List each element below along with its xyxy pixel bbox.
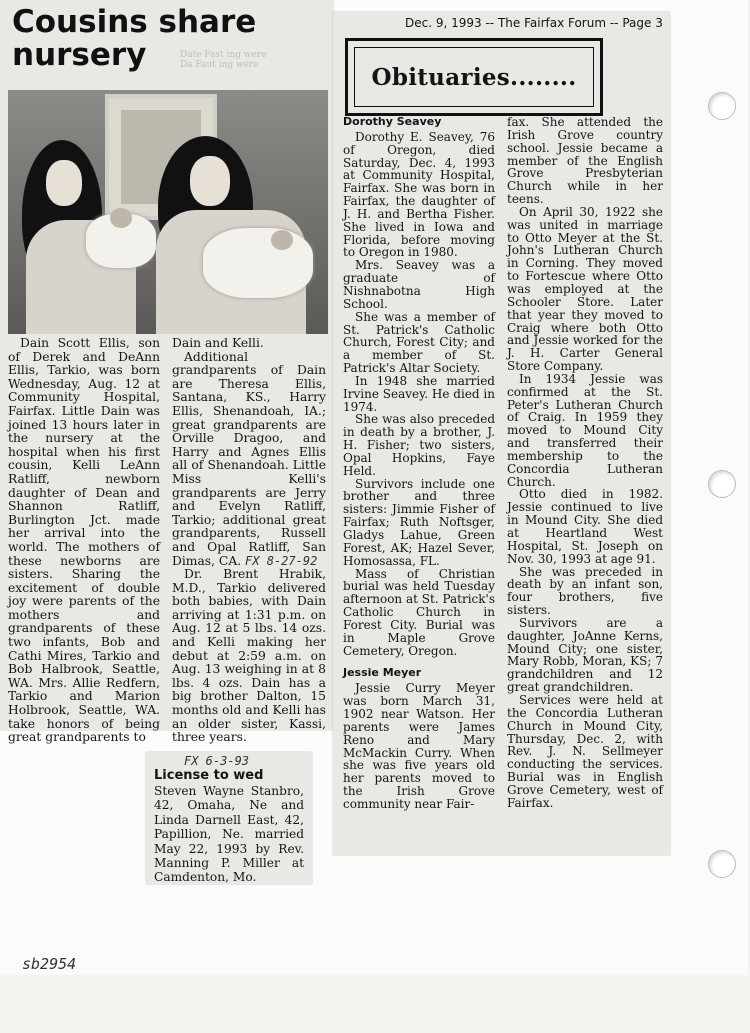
obituary-name-seavey: Dorothy Seavey: [343, 115, 442, 128]
punch-hole-top: [708, 92, 736, 120]
headline: Cousins share nursery: [12, 4, 257, 73]
obituary-column-1: Dorothy Seavey Dorothy E. Seavey, 76 of Oregon, died Saturday, Dec. 4, 1993 at Community Hospital, Fairfax. She was born in Fairfax, the daughter of J. H. and Bertha Fisher. She lived in Iowa and Florida, before moving to Oregon in 1980. Mrs. Seavey was a graduate of Nishnabotna High School. She was a member of St. Patrick's Catholic Church, Forest City; and a member of St. Patrick's Altar Society. In 1948 she married Irvine Seavey. He died in 1974. She was also preceded in death by a brother, J. H. Fisher; two sisters, Opal Hopkins, Faye Held. Survivors include one brother and three sisters: Jimmie Fisher of Fairfax; Ruth Noftsger, Gladys Lahue, Green Forest, AK; Hazel Sever, Homosassa, FL. Mass of Christian burial was held Tuesday afternoon at St. Patrick's Catholic Church in Forest City. Burial was in Maple Grove Cemetery, Oregon. Jessie Meyer Jessie Curry Meyer was born March 31, 1902 near Watson. Her parents were James Reno and Mary McMackin Curry. When she was five years old her parents moved to the Irish Grove community near Fair-: [343, 115, 495, 811]
obituary-name-meyer: Jessie Meyer: [343, 666, 422, 680]
obituaries-banner: [345, 38, 603, 116]
caption-column-2: Dain and Kelli. Additional grandparents of Dain are Theresa Ellis, Santana, KS., Harry Ellis, Shenandoah, IA.; great grandparents are Orville Dragoo, and Harry and Agnes Ellis all of Shenandoah. Little Miss Kelli's grandparents are Jerry and Evelyn Ratliff, Tarkio; additional great grandparents, Russell and Opal Ratliff, San Dimas, CA. FX 8-27-92 Dr. Brent Hrabik, M.D., Tarkio delivered both babies, with Dain arriving at 1:31 p.m. on Aug. 12 at 5 lbs. 14 ozs. and Kelli making her debut at 2:59 a.m. on Aug. 13 weighing in at 8 lbs. 4 ozs. Dain has a big brother Dalton, 15 months old and Kelli has an older sister, Kassi, three years.: [172, 336, 326, 745]
mothers-with-babies-photo: [8, 90, 328, 334]
document-id: sb2954: [22, 955, 77, 973]
punch-hole-middle: [708, 470, 736, 498]
punch-hole-bottom: [708, 850, 736, 878]
handwritten-date-note: FX 6-3-93: [184, 754, 250, 768]
baby-right: [203, 228, 313, 298]
obituaries-clipping: [333, 12, 670, 855]
section-title: Obituaries........: [371, 63, 577, 91]
bleed-through-text: Date Fast ing were Da Faut ing were: [180, 50, 267, 70]
obituary-columns: [343, 116, 663, 811]
dateline: Dec. 9, 1993 -- The Fairfax Forum -- Page 3: [405, 16, 663, 30]
baby-left: [86, 214, 156, 268]
license-body: Steven Wayne Stanbro, 42, Omaha, Ne and Linda Darnell East, 42, Papillion, Ne. married May 22, 1993 by Rev. Manning P. Miller at Camdenton, Mo.: [154, 784, 304, 885]
caption-column-1: Dain Scott Ellis, son of Derek and DeAnn Ellis, Tarkio, was born Wednesday, Aug. 12 at Community Hospital, Fairfax. Little Dain was joined 13 hours later in the nursery at the hospital when his first cousin, Kelli LeAnn Ratliff, newborn daughter of Dean and Shannon Ratliff, Burlington Jct. made her arrival into the world. The mothers of these newborns are sisters. Sharing the excitement of double joy were parents of the mothers and grandparents of these two infants, Bob and Cathi Mires, Tarkio and Bob Halbrook, Seattle, WA. Mrs. Allie Redfern, Tarkio and Marion Holbrook, Seattle, WA. take honors of being great grandparents to: [8, 336, 160, 745]
license-to-wed-clipping: [146, 752, 312, 884]
cousins-nursery-clipping: [0, 0, 333, 745]
license-title: License to wed: [154, 768, 264, 783]
caption-text: [8, 337, 326, 745]
obituary-column-2: fax. She attended the Irish Grove country school. Jessie became a member of the English Grove Presbyterian Church while in her teens. On April 30, 1922 she was united in marriage to Otto Meyer at the St. John's Lutheran Church in Corning. They moved to Fortescue where Otto was employed at the Schooler Store. Later that year they moved to Craig where both Otto and Jessie worked for the J. H. Carter General Store Company. In 1934 Jessie was confirmed at the St. Peter's Lutheran Church of Craig. In 1959 they moved to Mound City and transferred their membership to the Concordia Lutheran Church. Otto died in 1982. Jessie continued to live in Mound City. She died at Heartland West Hospital, St. Joseph on Nov. 30, 1993 at age 91. She was preceded in death by an infant son, four brothers, five sisters. Survivors are a daughter, JoAnne Kerns, Mound City; one sister, Mary Robb, Moran, KS; 7 grandchildren and 12 great grandchildren. Services were held at the Concordia Lutheran Church in Mound City, Thursday, Dec. 2, with Rev. J. N. Sellmeyer conducting the services. Burial was in English Grove Cemetery, west of Fairfax.: [507, 115, 663, 810]
handwritten-date-note: FX 8-27-92: [245, 553, 318, 568]
